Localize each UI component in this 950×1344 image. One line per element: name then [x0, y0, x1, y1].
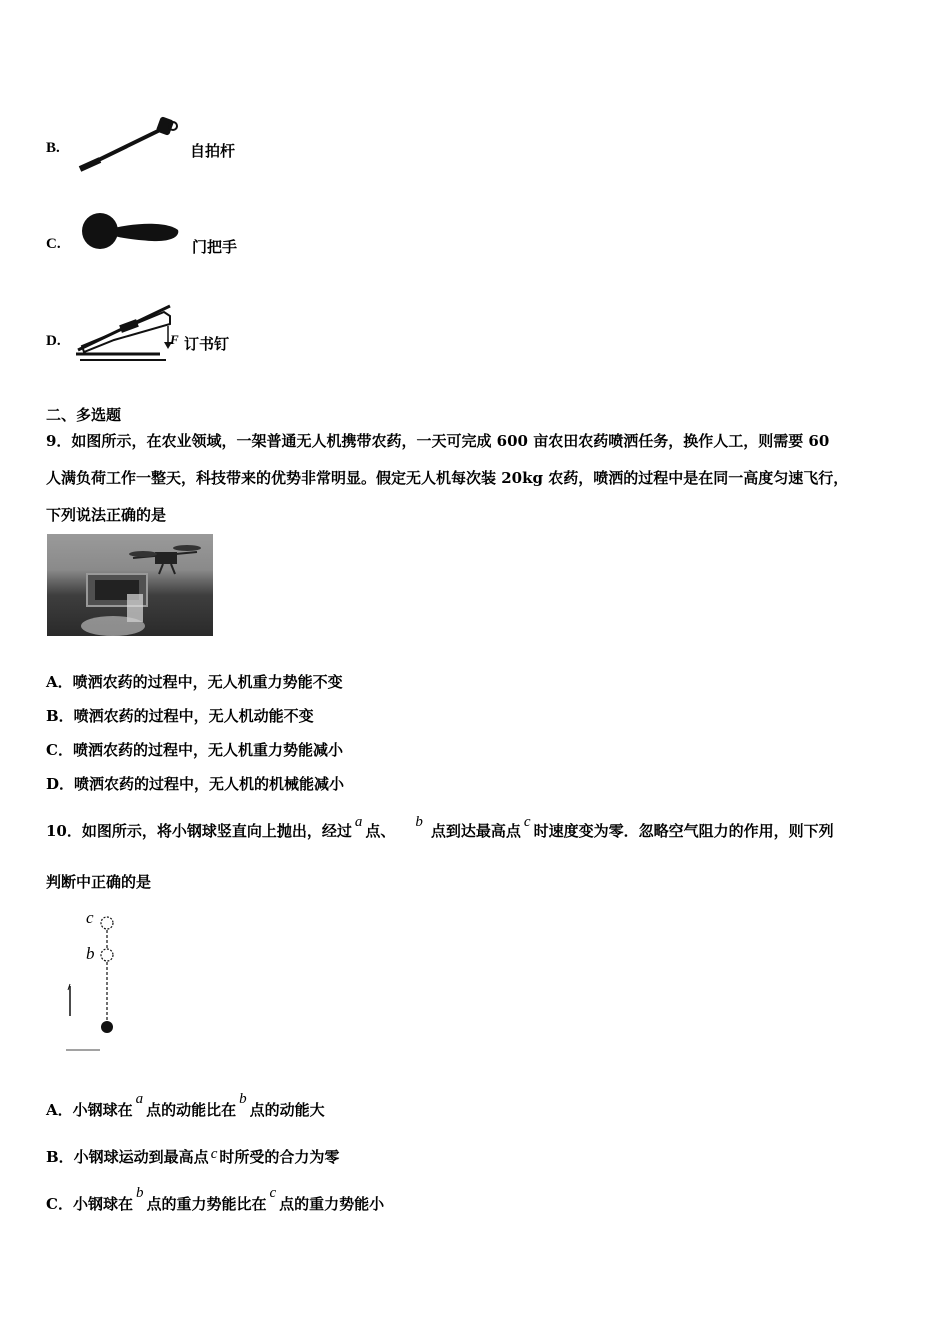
drone-photo — [47, 534, 213, 636]
q10-opt-c-part-3: 点的重力势能小 — [279, 1195, 385, 1213]
option-d-letter: D. — [46, 333, 61, 349]
q10-seg-1: 10．如图所示，将小钢球竖直向上抛出，经过 — [46, 822, 352, 840]
q10-opt-c-var-b: b — [135, 1185, 144, 1201]
q9-option-c: C．喷洒农药的过程中，无人机重力势能减小 — [46, 741, 343, 759]
figure-label-c: c — [86, 908, 94, 927]
q10-opt-c-part-1: C．小钢球在 — [46, 1195, 133, 1213]
ball-trajectory-figure — [60, 904, 140, 1054]
option-c-letter: C. — [46, 236, 61, 252]
q10-seg-4: 时速度变为零．忽略空气阻力的作用，则下列 — [533, 822, 834, 840]
q10-opt-a-part-3: 点的动能大 — [249, 1101, 325, 1119]
q10-option-b — [46, 1146, 339, 1167]
q10-opt-a-var-b: b — [239, 1091, 247, 1107]
q10-line-2: 判断中正确的是 — [46, 873, 152, 891]
q9-line-3: 下列说法正确的是 — [46, 506, 167, 524]
figure-label-b: b — [86, 944, 95, 963]
q10-var-c: c — [523, 814, 531, 830]
q9-option-a: A．喷洒农药的过程中，无人机重力势能不变 — [46, 673, 343, 691]
q10-option-c — [46, 1185, 385, 1214]
q10-opt-b-part-2: 时所受的合力为零 — [219, 1148, 340, 1166]
q10-seg-2: 点、 — [365, 822, 396, 840]
q10-var-b: b — [415, 814, 423, 830]
q10-opt-c-var-c: c — [269, 1185, 277, 1201]
q10-line-1 — [46, 814, 834, 841]
force-label: F — [170, 332, 179, 347]
section-title: 二、多选题 — [46, 406, 122, 424]
q10-opt-b-var-c: c — [210, 1146, 218, 1162]
q10-opt-a-part-2: 点的动能比在 — [146, 1101, 237, 1119]
q10-var-a: a — [354, 814, 363, 830]
q10-opt-c-part-2: 点的重力势能比在 — [146, 1195, 267, 1213]
q10-option-a — [46, 1091, 325, 1120]
option-b-label: 自拍杆 — [190, 142, 236, 160]
q9-line-2: 人满负荷工作一整天，科技带来的优势非常明显。假定无人机每次装 20kg 农药，喷洒的过程中是在同一高度匀速飞行， — [46, 469, 849, 487]
selfie-stick-icon — [78, 114, 182, 174]
option-b-letter: B. — [46, 140, 60, 156]
q10-opt-b-part-1: B．小钢球运动到最高点 — [46, 1148, 209, 1166]
q10-seg-3: 点到达最高点 — [430, 822, 521, 840]
q9-line-1: 9．如图所示，在农业领域，一架普通无人机携带农药，一天可完成 600 亩农田农药喷洒任务，换作人工，则需要 60 — [46, 432, 830, 450]
q10-opt-a-part-1: A．小钢球在 — [46, 1101, 133, 1119]
q9-option-b: B．喷洒农药的过程中，无人机动能不变 — [46, 707, 314, 725]
q9-option-d: D．喷洒农药的过程中，无人机的机械能减小 — [46, 775, 345, 793]
door-handle-icon — [80, 210, 184, 254]
q10-opt-a-var-a: a — [135, 1091, 144, 1107]
option-c-label: 门把手 — [192, 238, 238, 256]
option-d-label: 订书钉 — [184, 335, 230, 353]
